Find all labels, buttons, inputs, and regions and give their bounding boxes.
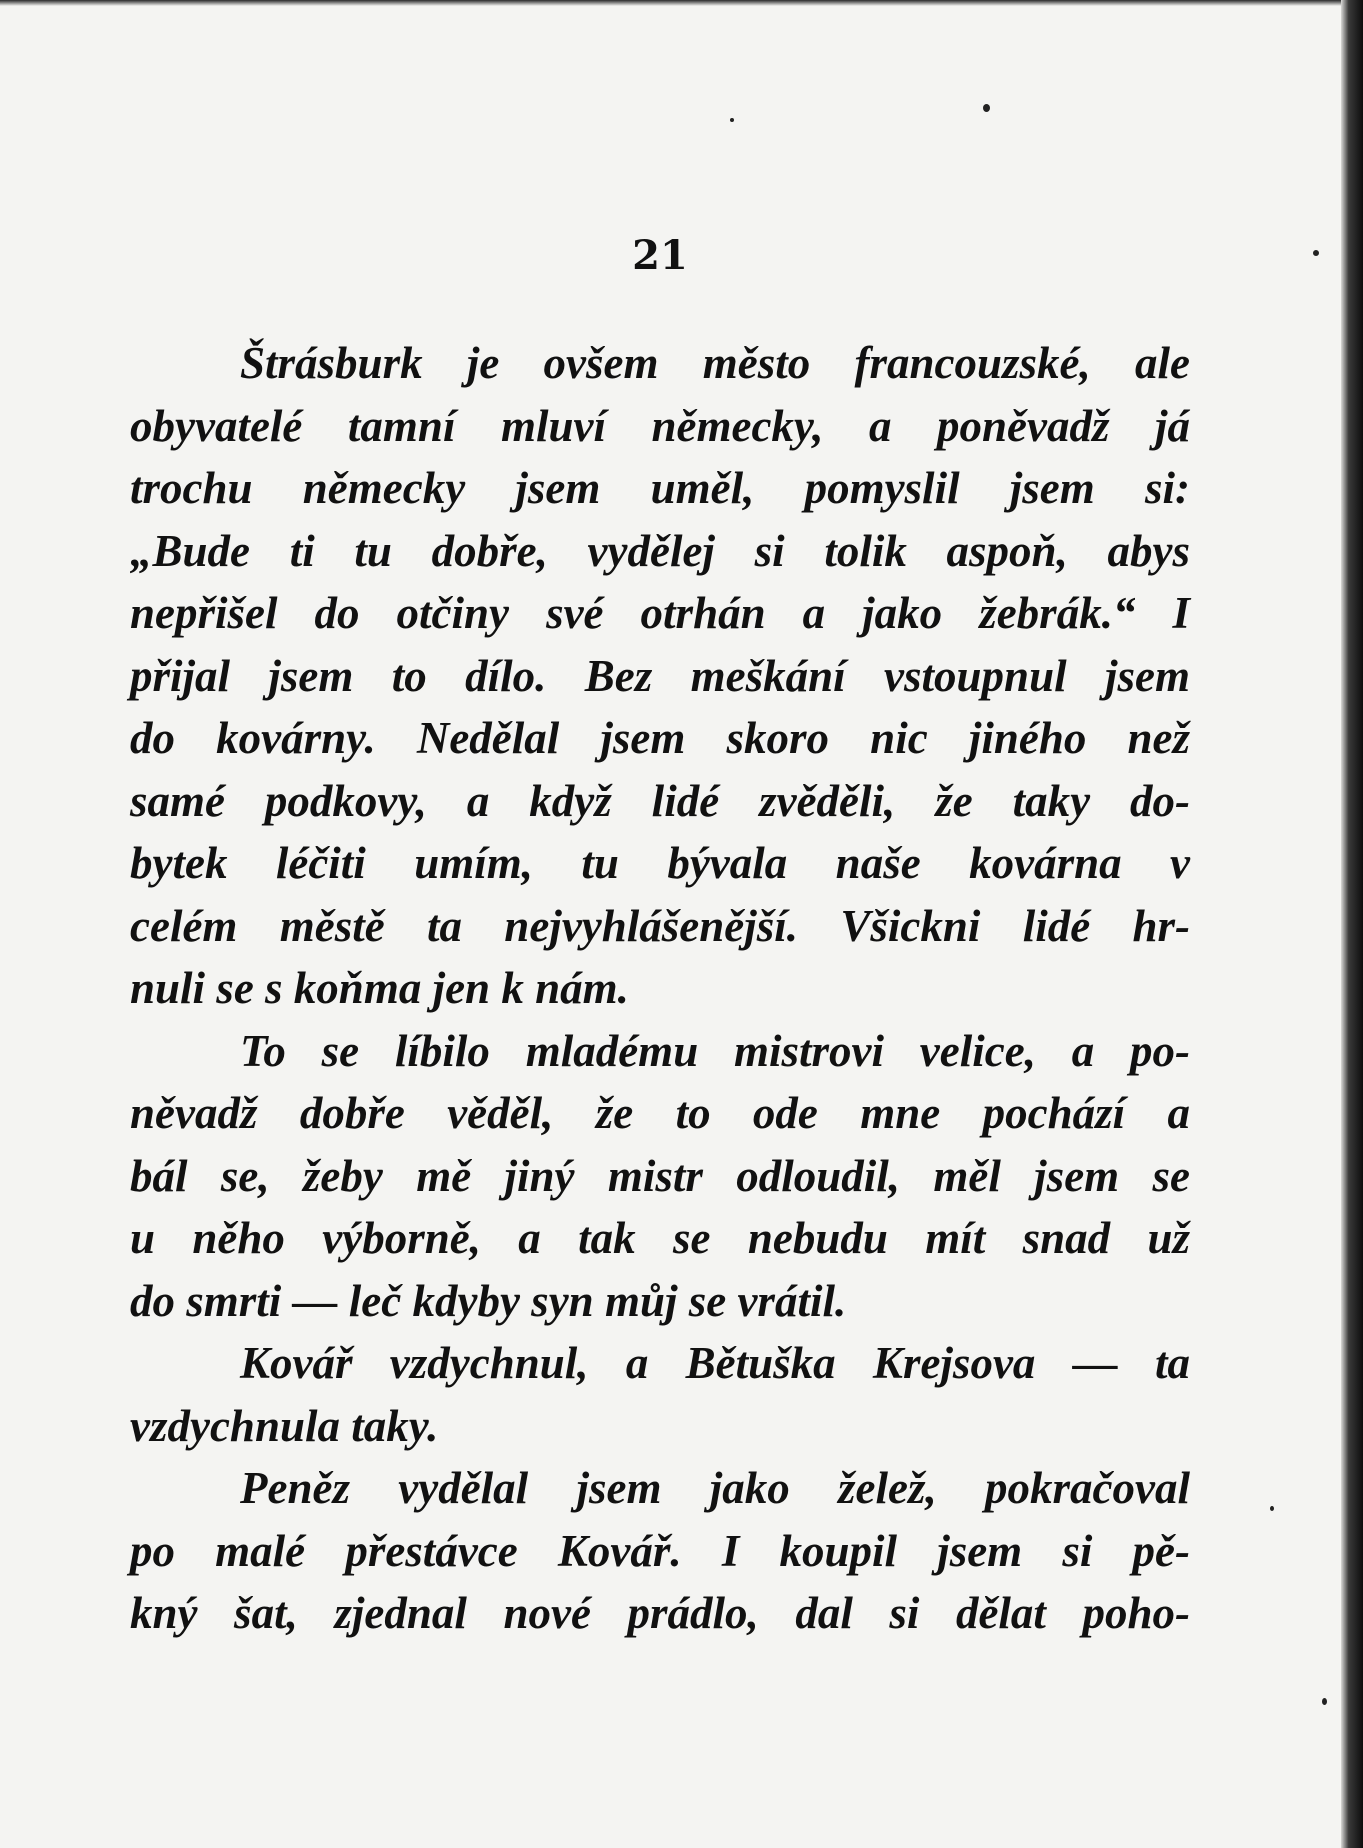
text-line: nepřišel do otčiny své otrhán a jako žebrák.“ I	[130, 588, 1190, 638]
text-line: bytek léčiti umím, tu bývala naše kovárna v	[130, 838, 1190, 888]
text-line: do kovárny. Nedělal jsem skoro nic jiného než	[130, 713, 1190, 763]
text-line: u něho výborně, a tak se nebudu mít snad už	[130, 1213, 1190, 1263]
text-line: do smrti — leč kdyby syn můj se vrátil.	[130, 1275, 847, 1326]
text-line: celém městě ta nejvyhlášenější. Všickni lidé hr-	[130, 900, 1190, 951]
scan-edge-top	[0, 0, 1363, 6]
text-line: něvadž dobře věděl, že to ode mne pochází a	[130, 1088, 1190, 1138]
text-line: Štrásburk je ovšem město francouzské, ale	[240, 338, 1190, 388]
scan-speck	[1322, 1698, 1327, 1705]
text-line: „Bude ti tu dobře, vydělej si tolik aspoň, abys	[130, 525, 1190, 576]
text-line: přijal jsem to dílo. Bez meškání vstoupnul jsem	[130, 650, 1190, 701]
text-line: obyvatelé tamní mluví německy, a poněvadž já	[130, 400, 1190, 451]
scan-speck	[1270, 1506, 1274, 1511]
text-line: bál se, žeby mě jiný mistr odloudil, měl jsem se	[130, 1150, 1190, 1201]
text-line: vzdychnula taky.	[130, 1400, 439, 1451]
scan-speck	[1313, 250, 1319, 256]
page-number: 21	[632, 232, 688, 279]
text-line: trochu německy jsem uměl, pomyslil jsem si:	[130, 463, 1190, 513]
text-line: samé podkovy, a když lidé zvěděli, že taky do-	[130, 775, 1190, 826]
text-line: nuli se s koňma jen k nám.	[130, 963, 629, 1013]
text-line: po malé přestávce Kovář. I koupil jsem si pě-	[130, 1525, 1190, 1576]
scan-edge-right	[1341, 0, 1363, 1848]
scan-speck	[730, 118, 734, 122]
body-text	[130, 332, 1190, 1645]
text-line: Kovář vzdychnul, a Bětuška Krejsova — ta	[240, 1338, 1190, 1388]
scan-speck	[983, 104, 990, 112]
text-line: Peněz vydělal jsem jako želež, pokračoval	[240, 1463, 1190, 1513]
text-line: To se líbilo mladému mistrovi velice, a po-	[240, 1025, 1190, 1076]
text-line: kný šat, zjednal nové prádlo, dal si dělat poho-	[130, 1588, 1190, 1638]
